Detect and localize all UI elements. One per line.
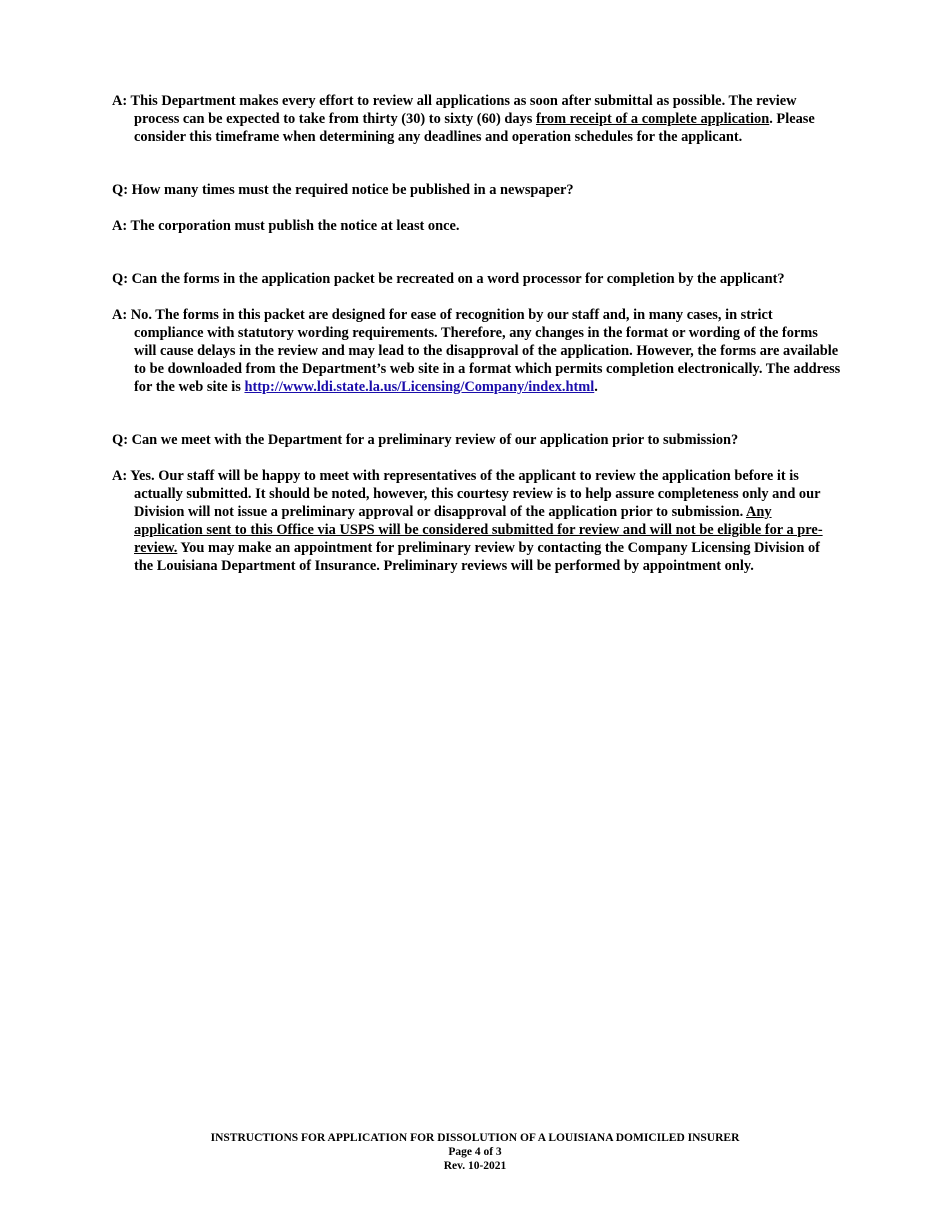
text-run: . Please consider this timeframe when determining any deadlines and operation schedules for the applicant. [134,111,815,145]
answer-preliminary-review [112,467,842,575]
text-run: A: No. The forms in this packet are designed for ease of recognition by our staff and, in many cases, in strict compliance with statutory wording requirements. Therefore, any changes in the format or wording of the forms will cause delays in the review and may lead to the disapproval of the application. However, the forms are available to be downloaded from the Department’s web site in a format which permits completion electronically. The address for the web site is [112,307,841,395]
underlined-text: Any application sent to this Office via USPS will be considered submitted for review and will not be eligible for a pre-review. [134,504,823,556]
question-notice-publication [112,181,574,199]
answer-review-timeframe [112,92,842,146]
text-run: . [594,379,598,395]
text-run: A: Yes. Our staff will be happy to meet with representatives of the applicant to review the application before it is actually submitted. It should be noted, however, this courtesy review is to help assure completeness only and our Division will not issue a preliminary approval or disapproval of the application prior to submission. [112,468,821,520]
text-run: A: The corporation must publish the notice at least once. [112,218,460,234]
underlined-text: from receipt of a complete application [535,111,770,127]
page-footer [0,1131,950,1173]
footer-revision: Rev. 10-2021 [443,1160,507,1172]
question-recreate-forms [112,270,785,288]
text-run: Q: How many times must the required notice be published in a newspaper? [112,182,574,198]
footer-page-number: Page 4 of 3 [448,1146,502,1158]
text-run: A: This Department makes every effort to review all applications as soon after submittal as possible. The review process can be expected to take from thirty (30) to sixty (60) days [112,93,797,127]
answer-notice-publication [112,217,460,235]
text-run: You may make an appointment for preliminary review by contacting the Company Licensing Division of the Louisiana Department of Insurance. Preliminary reviews will be performed by appointment only. [134,540,820,574]
web-site-link[interactable]: http://www.ldi.state.la.us/Licensing/Company/index.html [244,379,595,395]
text-run: Q: Can the forms in the application packet be recreated on a word processor for completion by the applicant? [112,271,785,287]
text-run: Q: Can we meet with the Department for a preliminary review of our application prior to submission? [112,432,739,448]
question-preliminary-review [112,431,738,449]
footer-title: INSTRUCTIONS FOR APPLICATION FOR DISSOLUTION OF A LOUISIANA DOMICILED INSURER [210,1132,740,1144]
answer-recreate-forms [112,306,842,396]
